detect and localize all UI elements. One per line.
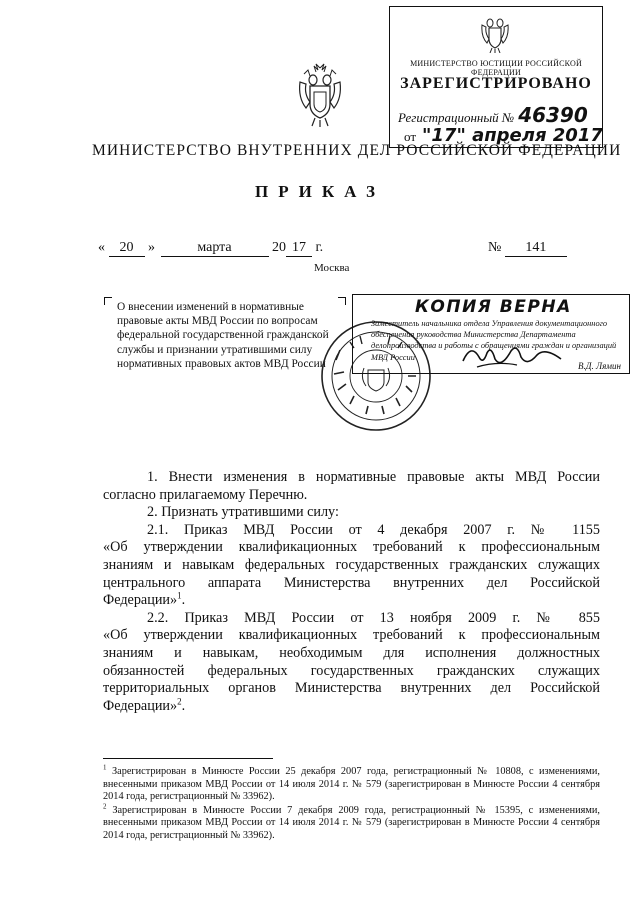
body-line-last: Федерации»$^2$. (103, 695, 186, 714)
footnote-mark: 2 (103, 802, 107, 811)
stamp-date-row (404, 125, 603, 146)
stamp-date-prefix: от (404, 129, 417, 144)
stamp-date: "17" апреля 2017 (422, 125, 603, 146)
body-line: знаниям и навыкам федеральных государственных гражданских служащих (103, 556, 600, 573)
subject-line: федеральной государственной гражданской (117, 329, 329, 342)
order-title: ПРИКАЗ (255, 182, 385, 201)
registration-stamp (389, 6, 603, 148)
stamp-emblem-icon (480, 13, 510, 53)
footnote-ref: 1 (177, 590, 182, 601)
order-number (488, 240, 567, 257)
body-paragraph-2-2 (103, 610, 600, 716)
subject-line: нормативных правовых актов МВД России (117, 357, 326, 370)
order-city: Москва (314, 262, 350, 274)
body-line: обязанностей федеральных государственных гражданских служащих (103, 662, 600, 679)
body-line: «Об утверждении квалификационных требований к профессиональным (103, 627, 600, 644)
copy-certified-stamp (352, 294, 630, 374)
footnote-1 (103, 763, 600, 804)
footnote-divider (103, 758, 273, 759)
body-line-text: Федерации» (103, 592, 178, 609)
body-line: 2.2. Приказ МВД России от 13 ноября 2009 г. № 855 (147, 609, 600, 626)
body-line: «Об утверждении квалификационных требований к профессиональным (103, 539, 600, 556)
copy-stamp-title: КОПИЯ ВЕРНА (415, 297, 572, 317)
body-line: согласно прилагаемому Перечню. (103, 486, 308, 503)
stamp-status: ЗАРЕГИСТРИРОВАНО (400, 75, 592, 92)
order-year-prefix: 20 (272, 240, 286, 255)
stamp-number-label: Регистрационный № (398, 110, 515, 125)
footnote-ref: 2 (177, 695, 182, 706)
body-line: центрального аппарата Министерства внутренних дел Российской (103, 574, 600, 591)
signature (457, 339, 567, 373)
order-date: « 20 » марта 20 17 г. (98, 240, 324, 255)
body-line-text: Федерации» (103, 697, 178, 714)
body-paragraph-1 (103, 469, 600, 504)
order-day: 20 (109, 240, 145, 257)
stamp-number: 46390 (518, 103, 588, 127)
order-year-suffix: 17 (286, 240, 312, 257)
body-line-last: Федерации»$^1$. (103, 590, 186, 609)
stamp-ministry: МИНИСТЕРСТВО ЮСТИЦИИ РОССИЙСКОЙ ФЕДЕРАЦИИ (410, 59, 582, 77)
subject-line: О внесении изменений в нормативные (117, 301, 304, 313)
order-body (103, 469, 600, 715)
body-line: знаниям и навыкам, необходимым для исполнения должностных (103, 644, 600, 661)
footnote-2 (103, 802, 600, 843)
body-paragraph-2-1 (103, 522, 600, 610)
order-year-unit: г. (315, 240, 324, 255)
stamp-number-row (398, 103, 588, 127)
body-line: 2.1. Приказ МВД России от 4 декабря 2007 г. № 1155 (147, 521, 600, 538)
footnotes (103, 763, 600, 844)
order-number-value: 141 (505, 240, 567, 257)
footnote-mark: 1 (103, 763, 107, 772)
body-line: 1. Внести изменения в нормативные правовые акты МВД России (147, 469, 600, 485)
body-line: территориальных органов Министерства внутренних дел Российской (103, 680, 600, 697)
footnote-text: Зарегистрирован в Минюсте России 25 декабря 2007 года, регистрационный № 10808, с изменениями, внесенными приказом МВД России от 14 июля 2014 г. № 579 (зарегистрирован в Минюсте России 4 сентября 2014 года, регистрационный № 33962). (103, 766, 600, 803)
body-paragraph-2: 2. Признать утратившими силу: (147, 504, 339, 521)
copy-stamp-position: Заместитель начальника отдела Управления документационного обеспечения руководства Министерства Департамента делопроизводства и работы с обращениями граждан и организаций МВД России (371, 319, 617, 362)
subject-line: службы и признании утратившими силу (117, 343, 313, 356)
copy-stamp-name: В.Д. Лямин (578, 361, 621, 371)
subject-bracket-left (104, 297, 112, 305)
order-month: марта (161, 240, 269, 257)
order-number-label: № (488, 240, 502, 255)
footnote-text: Зарегистрирован в Минюсте России 7 декабря 2009 года, регистрационный № 15395, с изменениями, внесенными приказом МВД России от 14 июля 2014 г. № 579 (зарегистрирован в Минюсте России 4 сентября 2014 года, регистрационный № 33962). (103, 804, 600, 841)
subject-line: правовые акты МВД России по вопросам (117, 315, 318, 328)
coat-of-arms-emblem (296, 62, 344, 128)
ministry-name: МИНИСТЕРСТВО ВНУТРЕННИХ ДЕЛ РОССИЙСКОЙ ФЕДЕРАЦИИ (92, 142, 622, 159)
